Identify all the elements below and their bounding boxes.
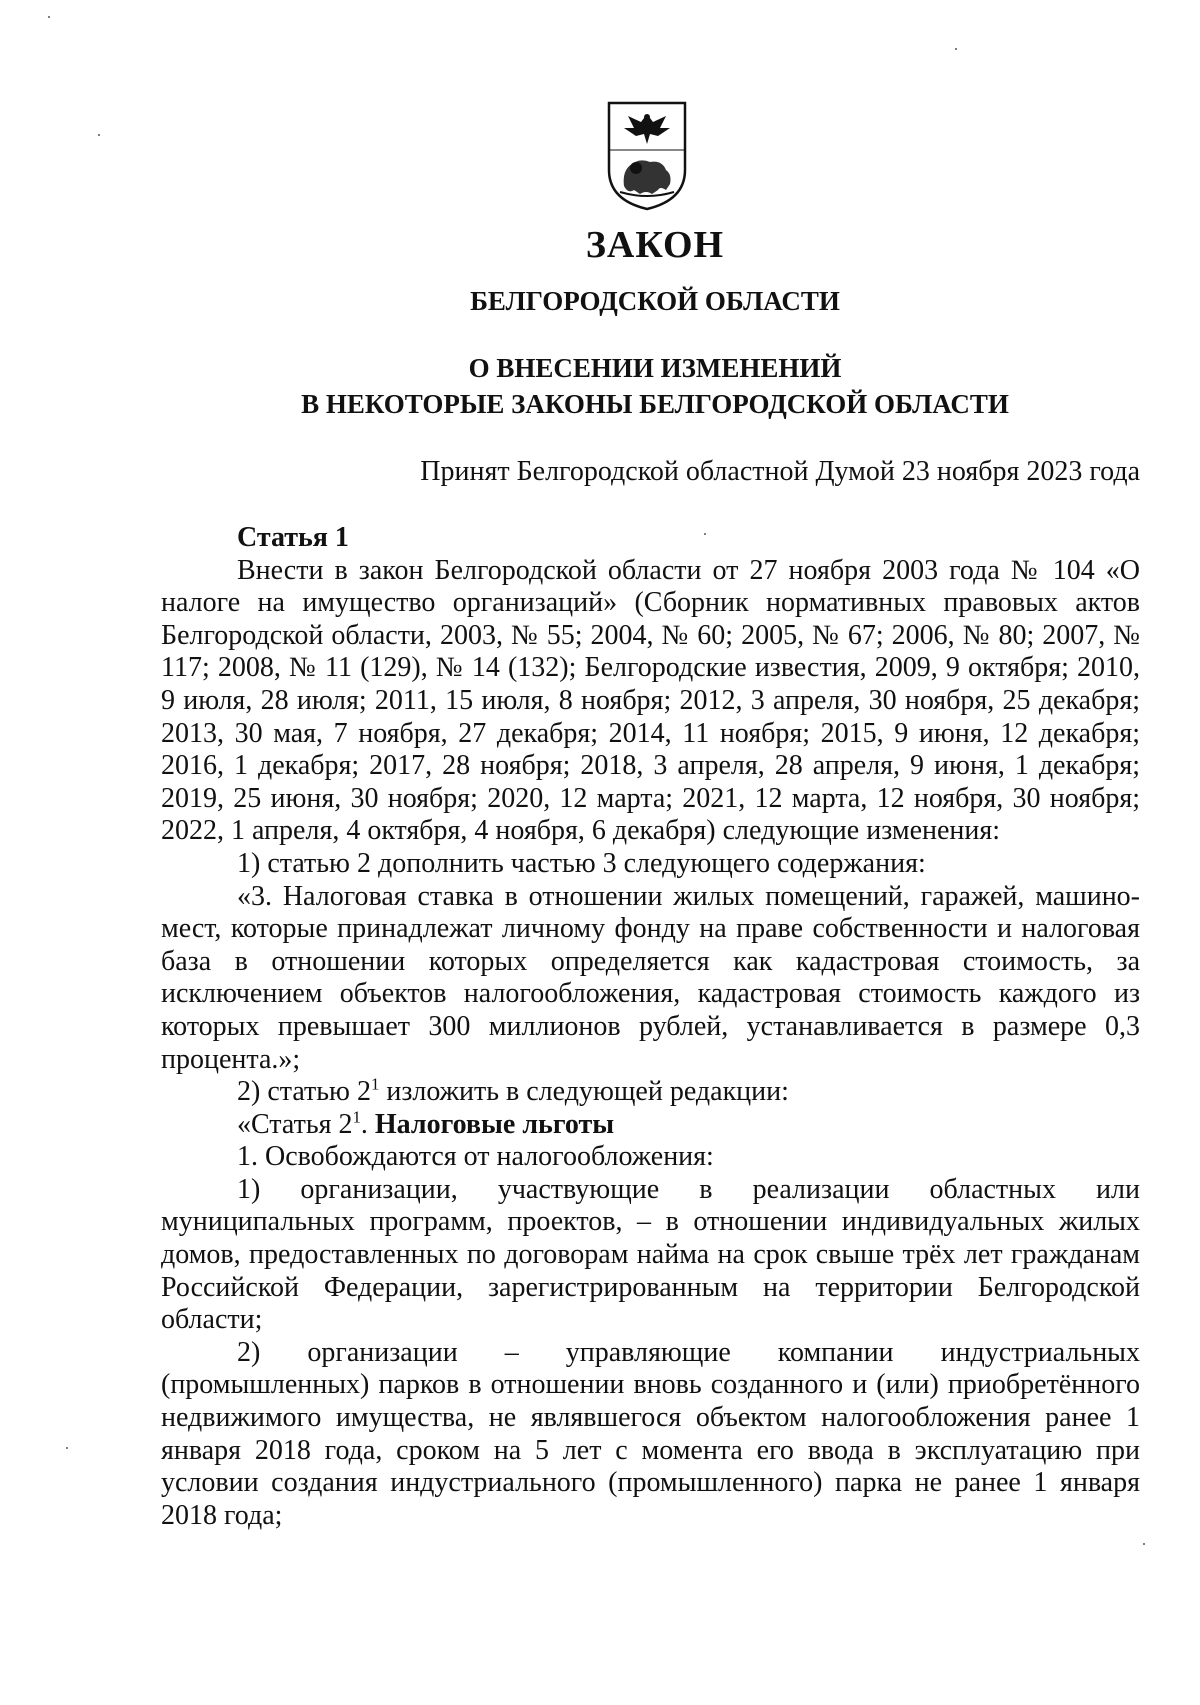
quoted-article-label: «Статья 2 xyxy=(237,1108,353,1140)
subpoint-2: 2) организации – управляющие компании индустриальных (промышленных) парков в отношении вновь созданного и (или) приобретённого недвижимого имущества, не являвшегося объектом налогообложения ранее 1 января 2018 года, сроком на 5 лет с момента его ввода в эксплуатацию при условии создания индустриального (промышленного) парка не ранее 1 января 2018 года; xyxy=(161,1336,1140,1531)
amendment-item-1: 1) статью 2 дополнить частью 3 следующего содержания: xyxy=(237,847,926,879)
scan-speck xyxy=(66,1447,68,1449)
adoption-note: Принят Белгородской областной Думой 23 ноября 2023 года xyxy=(420,456,1140,487)
scan-speck xyxy=(98,134,100,136)
scan-speck xyxy=(955,48,957,50)
subpoint-1: 1) организации, участвующие в реализации областных или муниципальных программ, проектов, – в отношении индивидуальных жилых домов, предоставленных по договорам найма на срок свыше трёх лет гражданам Российской Федерации, зарегистрированным на территории Белгородской области; xyxy=(161,1173,1140,1336)
document-title: ЗАКОН xyxy=(585,224,725,266)
quoted-part-3: «3. Налоговая ставка в отношении жилых помещений, гаражей, машино-мест, которые принадлежат личному фонду на праве собственности и налоговая база в отношении которых определяется как кадастровая стоимость, за исключением объектов налогообложения, кадастровая стоимость каждого из которых превышает 300 миллионов рублей, устанавливается в размере 0,3 процента.»; xyxy=(161,880,1140,1075)
scan-speck xyxy=(1143,1543,1145,1545)
item2-text-after: изложить в следующей редакции: xyxy=(379,1076,789,1108)
scan-speck xyxy=(48,16,50,18)
document-subtitle: БЕЛГОРОДСКОЙ ОБЛАСТИ xyxy=(470,286,840,316)
coat-of-arms-icon xyxy=(606,100,688,212)
quoted-article-dot: . xyxy=(360,1108,375,1140)
heading-line-1: О ВНЕСЕНИИ ИЗМЕНЕНИЙ xyxy=(468,353,842,383)
heading-line-2: В НЕКОТОРЫЕ ЗАКОНЫ БЕЛГОРОДСКОЙ ОБЛАСТИ xyxy=(301,389,1009,419)
document-body xyxy=(161,522,1140,1532)
quoted-article-superscript: 1 xyxy=(352,1107,361,1127)
article-heading: Статья 1 xyxy=(237,522,349,553)
amendment-item-2 xyxy=(161,1076,1140,1109)
point-1: 1. Освобождаются от налогообложения: xyxy=(237,1141,714,1173)
quoted-article-heading xyxy=(161,1109,1140,1142)
quoted-article-title: Налоговые льготы xyxy=(374,1108,615,1140)
scan-speck xyxy=(704,533,706,535)
item2-text: 2) статью 2 xyxy=(237,1076,371,1108)
item2-superscript: 1 xyxy=(370,1074,380,1094)
document-heading xyxy=(0,350,1200,422)
article-intro: Внести в закон Белгородской области от 27 ноября 2003 года № 104 «О налоге на имущество организаций» (Сборник нормативных правовых актов Белгородской области, 2003, № 55; 2004, № 60; 2005, № 67; 2006, № 80; 2007, № 117; 2008, № 11 (129), № 14 (132); Белгородские известия, 2009, 9 октября; 2010, 9 июля, 28 июля; 2011, 15 июля, 8 ноября; 2012, 3 апреля, 30 ноября, 25 декабря; 2013, 30 мая, 7 ноября, 27 декабря; 2014, 11 ноября; 2015, 9 июня, 12 декабря; 2016, 1 декабря; 2017, 28 ноября; 2018, 3 апреля, 28 апреля, 9 июня, 1 декабря; 2019, 25 июня, 30 ноября; 2020, 12 марта; 2021, 12 марта, 12 ноября, 30 ноября; 2022, 1 апреля, 4 октября, 4 ноября, 6 декабря) следующие изменения: xyxy=(161,554,1140,847)
